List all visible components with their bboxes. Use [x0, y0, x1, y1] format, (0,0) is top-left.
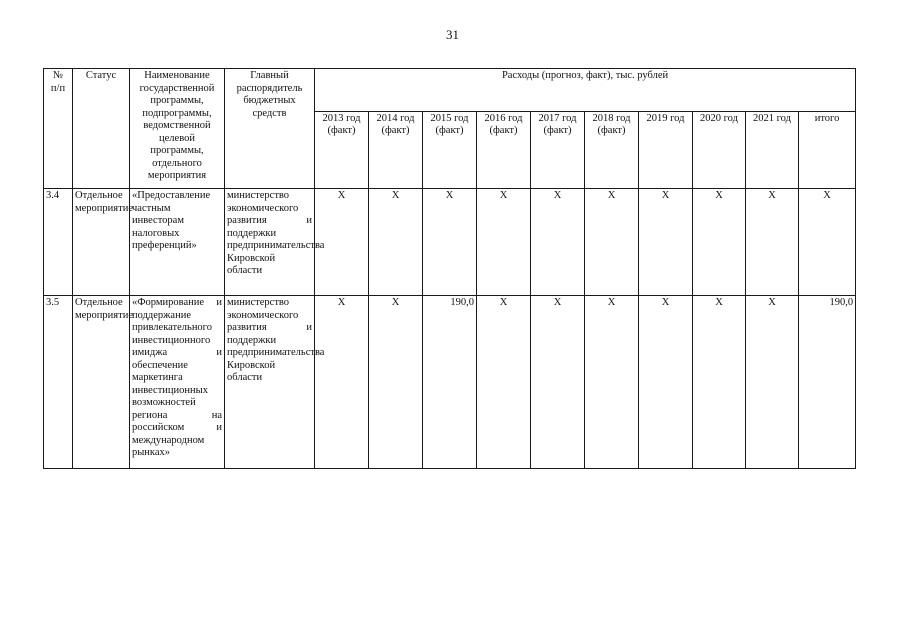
value-cell: X	[369, 296, 423, 469]
header-year: 2019 год	[639, 111, 693, 188]
header-year: 2015 год (факт)	[423, 111, 477, 188]
header-year: 2018 год (факт)	[585, 111, 639, 188]
header-year: 2013 год (факт)	[315, 111, 369, 188]
value-cell: X	[693, 189, 746, 296]
header-expenses: Расходы (прогноз, факт), тыс. рублей	[315, 69, 856, 112]
row-name: «Предоставление частным инвесторам налоговых преференций»	[130, 189, 225, 296]
value-cell: X	[531, 189, 585, 296]
table-row	[44, 296, 856, 469]
page-number: 31	[446, 27, 459, 42]
value-cell: X	[477, 189, 531, 296]
row-status: Отдельное мероприятие	[73, 296, 130, 469]
row-name: «Формирование и поддержание привлекательного инвестиционного имиджа и обеспечение маркетинга инвестиционных возможностей региона на российском и международном рынках»	[130, 296, 225, 469]
row-status: Отдельное мероприятие	[73, 189, 130, 296]
value-cell: X	[639, 296, 693, 469]
header-year: 2016 год (факт)	[477, 111, 531, 188]
value-cell-total: 190,0	[799, 296, 856, 469]
value-cell: X	[639, 189, 693, 296]
header-year: 2021 год	[746, 111, 799, 188]
header-name: Наименование государственной программы, подпрограммы, ведомственной целевой программы, отдельного мероприятия	[130, 69, 225, 189]
row-num: 3.4	[44, 189, 73, 296]
row-admin: министерство экономического развития и поддержки предпринимательства Кировской области	[225, 189, 315, 296]
value-cell: X	[585, 296, 639, 469]
header-num: № п/п	[44, 69, 73, 189]
row-admin: министерство экономического развития и поддержки предпринимательства Кировской области	[225, 296, 315, 469]
header-year: 2020 год	[693, 111, 746, 188]
value-cell: X	[315, 296, 369, 469]
header-admin: Главный распорядитель бюджетных средств	[225, 69, 315, 189]
value-cell: X	[531, 296, 585, 469]
value-cell: X	[746, 189, 799, 296]
value-cell: X	[315, 189, 369, 296]
value-cell: X	[477, 296, 531, 469]
header-year: 2014 год (факт)	[369, 111, 423, 188]
value-cell: X	[423, 189, 477, 296]
value-cell: X	[369, 189, 423, 296]
value-cell: X	[746, 296, 799, 469]
expenses-table	[43, 68, 856, 469]
header-status: Статус	[73, 69, 130, 189]
header-year: 2017 год (факт)	[531, 111, 585, 188]
value-cell: 190,0	[423, 296, 477, 469]
value-cell: X	[585, 189, 639, 296]
row-num: 3.5	[44, 296, 73, 469]
table-row	[44, 189, 856, 296]
value-cell: X	[693, 296, 746, 469]
header-row-1	[44, 69, 856, 112]
header-total: итого	[799, 111, 856, 188]
value-cell-total: X	[799, 189, 856, 296]
